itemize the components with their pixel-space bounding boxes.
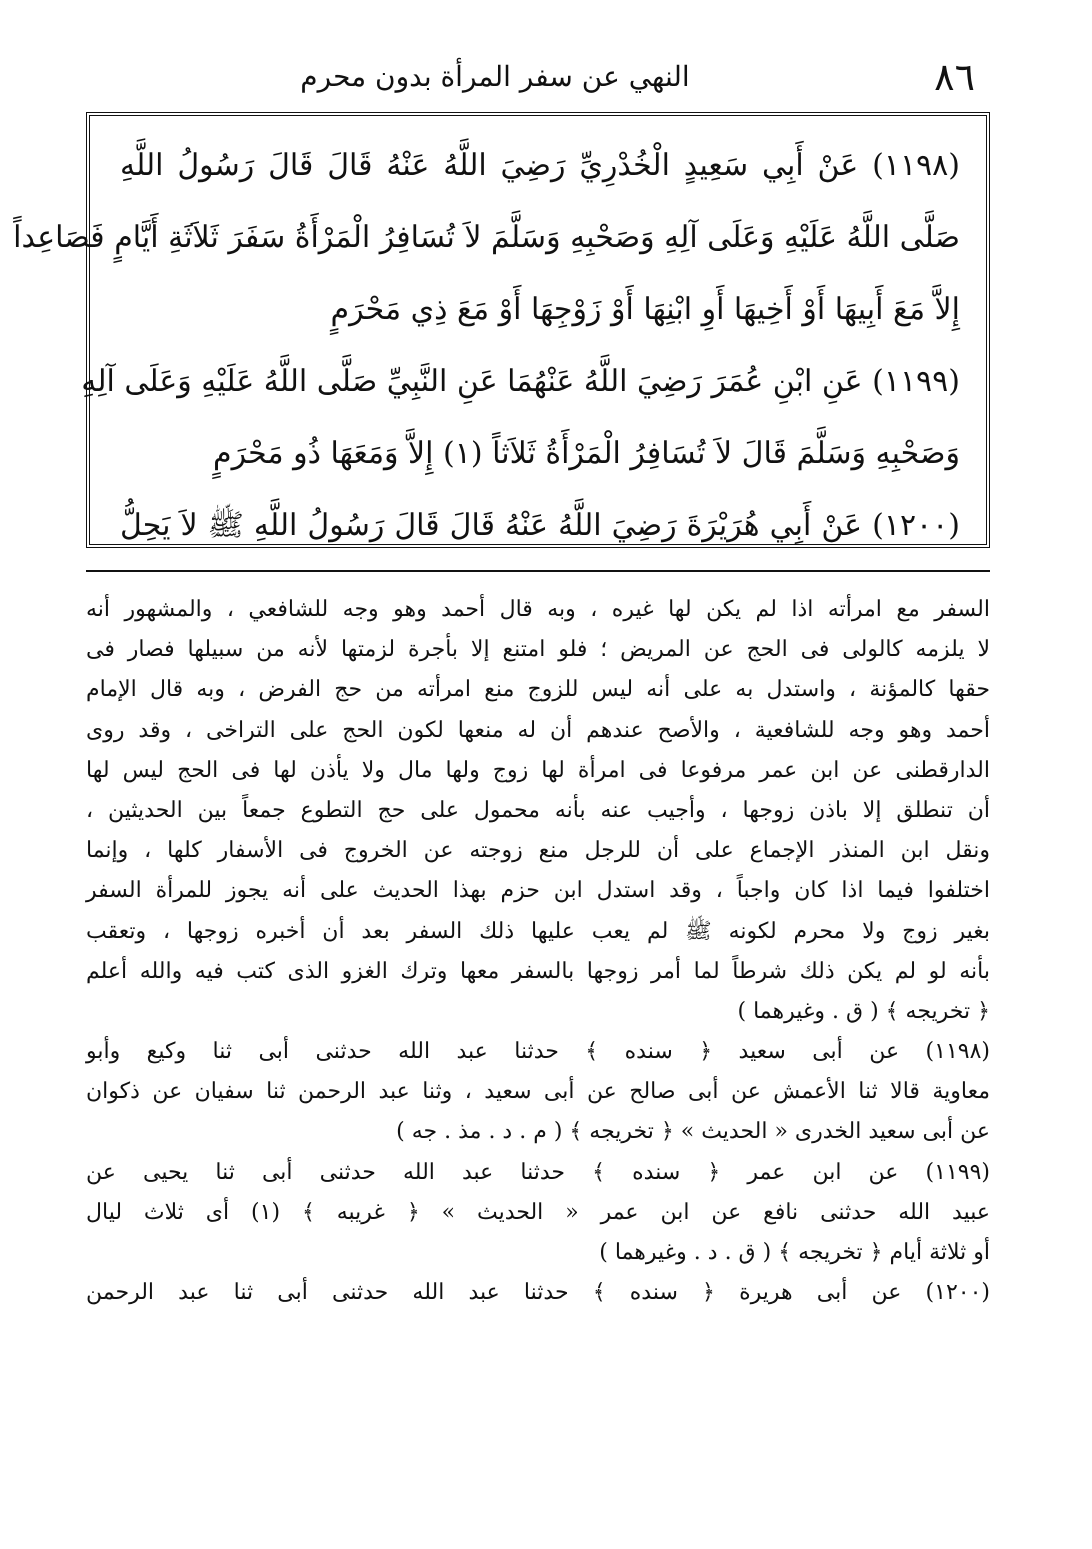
- commentary-line: أحمد وهو وجه للشافعية ، والأصح عندهم أن له منعها لكون الحج على التراخى ، وقد روى: [86, 717, 990, 743]
- commentary-section: [86, 590, 990, 1313]
- commentary-line: عبيد الله حدثنى نافع عن ابن عمر « الحديث » ﴿ غريبه ﴾ (١) أى ثلاث ليال: [86, 1199, 990, 1225]
- commentary-line: الدارقطنى عن ابن عمر مرفوعا فى امرأة لها زوج ولها مال ولا يأذن لها فى الحج ليس لها: [86, 757, 990, 783]
- commentary-line: بغير زوج ولا محرم لكونه ﷺ لم يعب عليها ذلك السفر بعد أن أخبره زوجها ، وتعقب: [86, 918, 990, 944]
- commentary-line: أو ثلاثة أيام ﴿ تخريجه ﴾ ( ق . د . وغيرهما ): [599, 1240, 990, 1265]
- hadith-line: (١٢٠٠) عَنْ أَبِي هُرَيْرَةَ رَضِيَ اللَّهُ عَنْهُ قَالَ قَالَ رَسُولُ اللَّهِ ﷺ لاَ يَحِلُّ: [120, 508, 960, 543]
- hadith-line: صَلَّى اللَّهُ عَلَيْهِ وَعَلَى آلِهِ وَصَحْبِهِ وَسَلَّمَ لاَ تُسَافِرُ الْمَرْأَةُ سَفَرَ ثَلاَثَةِ أَيَّامٍ فَصَاعِداً: [13, 220, 960, 255]
- section-divider: [86, 570, 990, 572]
- hadith-line: (١١٩٨) عَنْ أَبِي سَعِيدٍ الْخُدْرِيِّ رَضِيَ اللَّهُ عَنْهُ قَالَ قَالَ رَسُولُ اللَّهِ: [120, 148, 960, 183]
- hadith-line: وَصَحْبِهِ وَسَلَّمَ قَالَ لاَ تُسَافِرُ الْمَرْأَةُ ثَلاَثاً (١) إِلاَّ وَمَعَهَا ذُو مَحْرَمٍ: [213, 436, 960, 471]
- hadith-line: إِلاَّ مَعَ أَبِيهَا أَوْ أَخِيهَا أَوِ ابْنِهَا أَوْ زَوْجِهَا أَوْ مَعَ ذِي مَحْرَمٍ: [330, 292, 960, 327]
- hadith-text-box: [13, 112, 990, 548]
- running-title: النهي عن سفر المرأة بدون محرم: [300, 60, 690, 93]
- page-number: ٨٦: [934, 55, 975, 99]
- commentary-line: (١٢٠٠) عن أبى هريرة ﴿ سنده ﴾ حدثنا عبد الله حدثنى أبى ثنا عبد الرحمن: [86, 1280, 990, 1306]
- commentary-line: لا يلزمه كالولى فى الحج عن المريض ؛ فلو امتنع إلا بأجرة لزمتها لأنه من سبيلها فصار فى: [86, 637, 990, 663]
- commentary-line: (١١٩٨) عن أبى سعيد ﴿ سنده ﴾ حدثنا عبد الله حدثنى أبى ثنا وكيع وأبو: [86, 1039, 990, 1065]
- page-header: [120, 52, 975, 102]
- commentary-line: عن أبى سعيد الخدرى « الحديث » ﴿ تخريجه ﴾ ( م . د . مذ . جه ): [396, 1119, 990, 1145]
- commentary-line: (١١٩٩) عن ابن عمر ﴿ سنده ﴾ حدثنا عبد الله حدثنى أبى ثنا يحيى عن: [86, 1159, 990, 1185]
- hadith-line: (١١٩٩) عَنِ ابْنِ عُمَرَ رَضِيَ اللَّهُ عَنْهُمَا عَنِ النَّبِيِّ صَلَّى اللَّهُ عَلَيْهِ وَعَلَى آلِهِ: [81, 364, 960, 399]
- commentary-line: حقها كالمؤنة ، واستدل به على أنه ليس للزوج منع امرأته من حج الفرض ، وبه قال الإمام: [86, 677, 990, 703]
- commentary-line: السفر مع امرأته اذا لم يكن لها غيره ، وبه قال أحمد وهو وجه للشافعي ، والمشهور أنه: [86, 597, 990, 622]
- commentary-line: أن تنطلق إلا باذن زوجها ، وأجيب عنه بأنه محمول على حج التطوع جمعاً بين الحديثين ،: [86, 797, 990, 823]
- commentary-line: معاوية قالا ثنا الأعمش عن أبى صالح عن أبى سعيد ، وثنا عبد الرحمن ثنا سفيان عن ذكوان: [86, 1079, 990, 1105]
- commentary-line: ونقل ابن المنذر الإجماع على أن للرجل منع زوجته عن الخروج فى الأسفار كلها ، وإنما: [86, 838, 990, 864]
- commentary-line: ﴿ تخريجه ﴾ ( ق . وغيرهما ): [737, 998, 990, 1024]
- commentary-line: بأنه لو لم يكن ذلك شرطاً لما أمر زوجها بالسفر معها وترك الغزو الذى كتب فيه والله أعلم: [86, 958, 990, 984]
- commentary-line: اختلفوا فيما اذا كان واجباً ، وقد استدل ابن حزم بهذا الحديث على أنه يجوز للمرأة السفر: [86, 878, 990, 904]
